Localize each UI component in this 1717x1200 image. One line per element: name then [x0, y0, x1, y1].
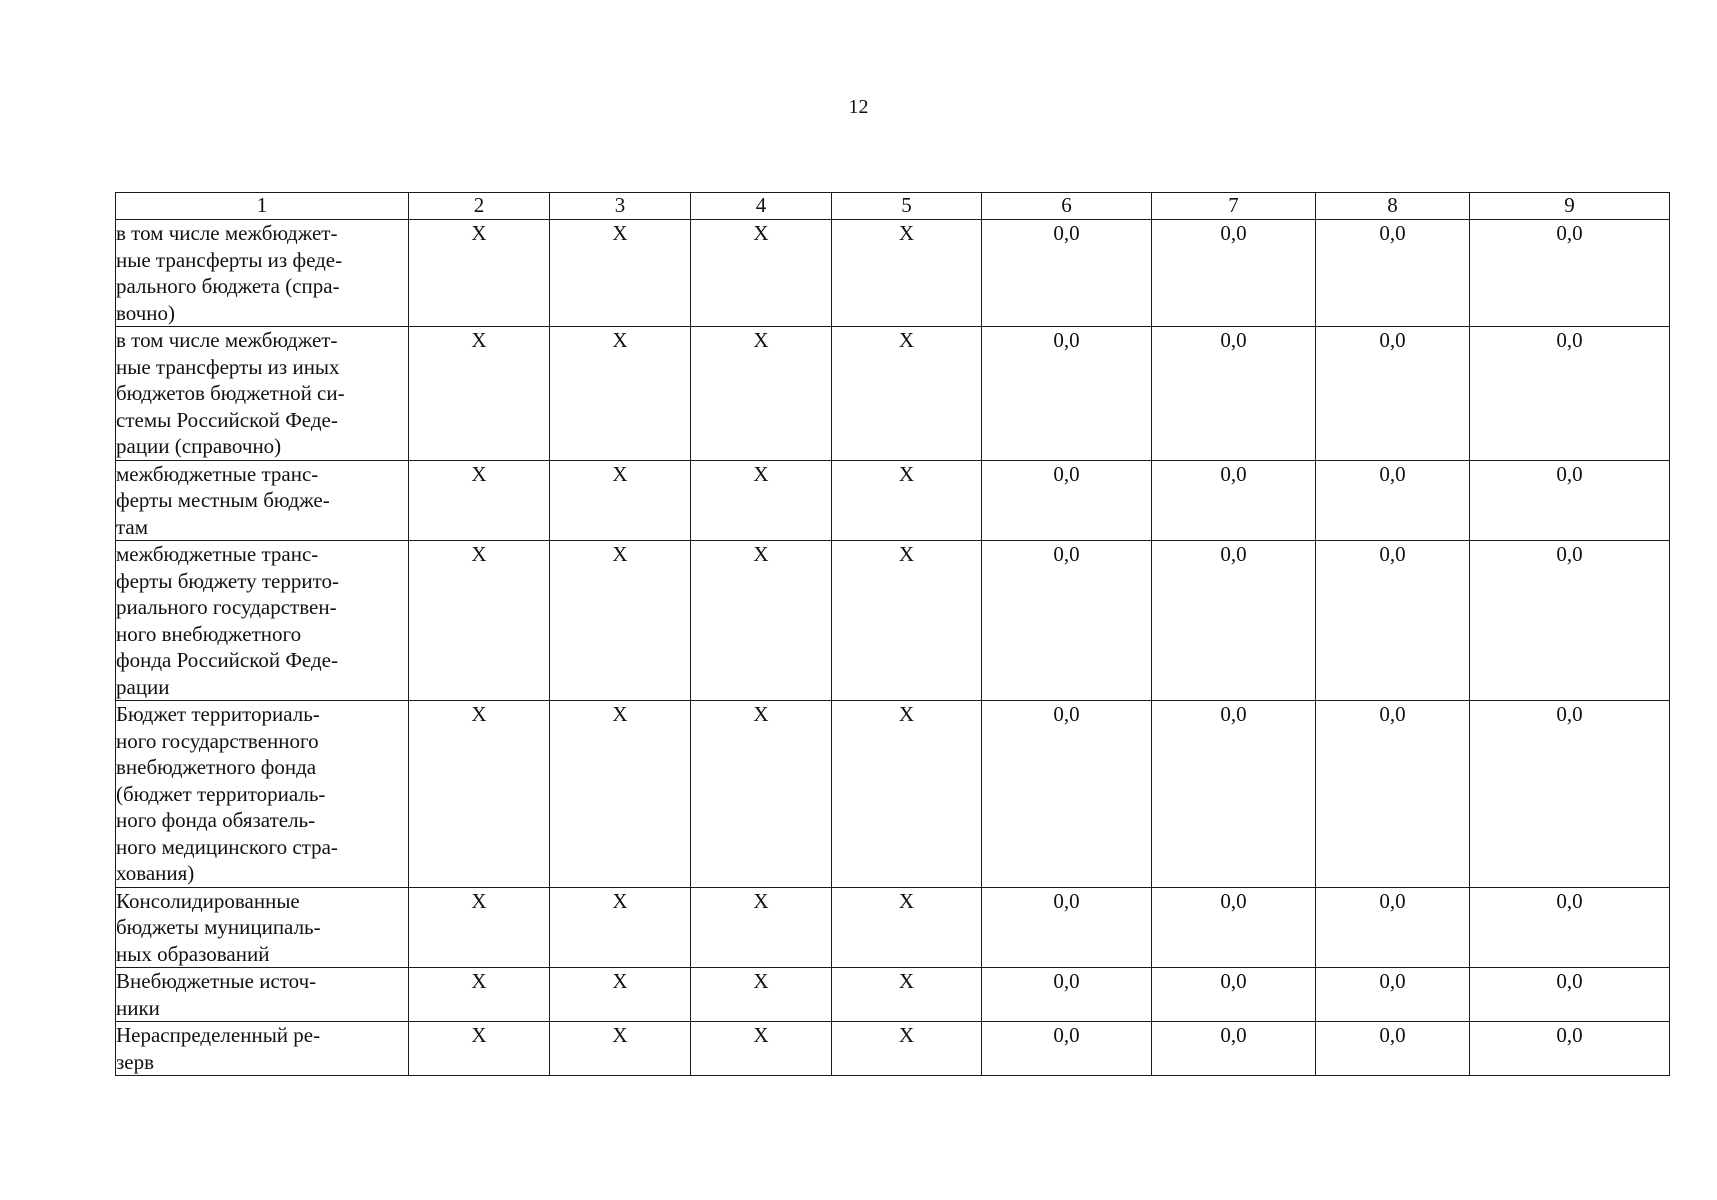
page-number: 12 [848, 96, 869, 118]
value-cell: 0,0 [1152, 327, 1316, 461]
value-cell: 0,0 [1470, 1022, 1670, 1076]
row-label-line: рации [116, 674, 170, 699]
na-mark-cell: X [691, 968, 832, 1022]
row-label-line: бюджеты муниципаль- [116, 915, 321, 939]
na-mark-cell: X [409, 460, 550, 541]
column-header: 3 [550, 193, 691, 220]
value-cell: 0,0 [1152, 541, 1316, 701]
value-cell: 0,0 [1316, 887, 1470, 968]
row-label-line: ного фонда обязатель- [116, 808, 316, 832]
na-mark-cell: X [832, 1022, 982, 1076]
na-mark-cell: X [550, 460, 691, 541]
table-row [116, 1022, 1670, 1076]
row-label-line: в том числе межбюджет- [116, 221, 338, 245]
value-cell: 0,0 [1152, 701, 1316, 888]
na-mark-cell: X [409, 541, 550, 701]
row-label-line: рального бюджета (спра- [116, 274, 340, 298]
row-label [116, 327, 409, 461]
row-label-line: бюджетов бюджетной си- [116, 381, 345, 405]
na-mark-cell: X [550, 887, 691, 968]
row-label-line: ного внебюджетного [116, 621, 302, 646]
value-cell: 0,0 [982, 887, 1152, 968]
table-row [116, 701, 1670, 888]
row-label-line: межбюджетные транс- [116, 461, 319, 486]
row-label [116, 887, 409, 968]
value-cell: 0,0 [1470, 541, 1670, 701]
row-label [116, 968, 409, 1022]
row-label-line: ных образований [116, 941, 270, 966]
na-mark-cell: X [409, 220, 550, 327]
column-header: 7 [1152, 193, 1316, 220]
row-label [116, 220, 409, 327]
row-label [116, 460, 409, 541]
row-label-line: Консолидированные [116, 888, 300, 913]
value-cell: 0,0 [982, 327, 1152, 461]
table-body [116, 220, 1670, 1076]
na-mark-cell: X [550, 327, 691, 461]
value-cell: 0,0 [1470, 701, 1670, 888]
na-mark-cell: X [550, 1022, 691, 1076]
table-row [116, 460, 1670, 541]
row-label-line: ферты бюджету террито- [116, 568, 340, 593]
row-label-line: ники [116, 995, 160, 1020]
column-header: 4 [691, 193, 832, 220]
na-mark-cell: X [832, 701, 982, 888]
value-cell: 0,0 [1470, 887, 1670, 968]
row-label [116, 701, 409, 888]
value-cell: 0,0 [1470, 968, 1670, 1022]
value-cell: 0,0 [1316, 701, 1470, 888]
value-cell: 0,0 [1316, 541, 1470, 701]
value-cell: 0,0 [1152, 887, 1316, 968]
row-label-line: хования) [116, 861, 195, 885]
na-mark-cell: X [832, 968, 982, 1022]
na-mark-cell: X [409, 887, 550, 968]
na-mark-cell: X [550, 220, 691, 327]
row-label [116, 541, 409, 701]
value-cell: 0,0 [982, 1022, 1152, 1076]
na-mark-cell: X [409, 1022, 550, 1076]
column-header: 1 [116, 193, 409, 220]
value-cell: 0,0 [982, 541, 1152, 701]
na-mark-cell: X [409, 701, 550, 888]
column-header: 8 [1316, 193, 1470, 220]
value-cell: 0,0 [1470, 220, 1670, 327]
row-label-line: ные трансферты из феде- [116, 247, 343, 272]
row-label-line: вочно) [116, 300, 176, 325]
row-label-line: (бюджет территориаль- [116, 781, 326, 806]
na-mark-cell: X [691, 701, 832, 888]
na-mark-cell: X [409, 968, 550, 1022]
na-mark-cell: X [691, 220, 832, 327]
na-mark-cell: X [550, 701, 691, 888]
na-mark-cell: X [691, 1022, 832, 1076]
table-row [116, 220, 1670, 327]
na-mark-cell: X [550, 968, 691, 1022]
table-row [116, 968, 1670, 1022]
na-mark-cell: X [691, 541, 832, 701]
value-cell: 0,0 [1152, 460, 1316, 541]
value-cell: 0,0 [1470, 460, 1670, 541]
value-cell: 0,0 [1316, 327, 1470, 461]
row-label-line: ного государственного [116, 728, 319, 753]
value-cell: 0,0 [982, 460, 1152, 541]
na-mark-cell: X [691, 887, 832, 968]
column-header: 2 [409, 193, 550, 220]
value-cell: 0,0 [982, 220, 1152, 327]
na-mark-cell: X [832, 220, 982, 327]
row-label-line: ферты местным бюдже- [116, 488, 330, 512]
row-label-line: межбюджетные транс- [116, 542, 319, 566]
value-cell: 0,0 [1152, 220, 1316, 327]
row-label-line: в том числе межбюджет- [116, 328, 338, 352]
na-mark-cell: X [832, 541, 982, 701]
column-header: 5 [832, 193, 982, 220]
row-label-line: зерв [116, 1049, 155, 1074]
column-header: 9 [1470, 193, 1670, 220]
na-mark-cell: X [832, 327, 982, 461]
row-label-line: фонда Российской Феде- [116, 648, 338, 672]
value-cell: 0,0 [982, 968, 1152, 1022]
row-label [116, 1022, 409, 1076]
value-cell: 0,0 [1470, 327, 1670, 461]
value-cell: 0,0 [1152, 1022, 1316, 1076]
row-label-line: стемы Российской Феде- [116, 407, 338, 432]
row-label-line: Бюджет территориаль- [116, 702, 320, 726]
na-mark-cell: X [409, 327, 550, 461]
row-label-line: ные трансферты из иных [116, 354, 340, 379]
value-cell: 0,0 [982, 701, 1152, 888]
budget-table [115, 192, 1670, 1076]
row-label-line: внебюджетного фонда [116, 755, 317, 779]
value-cell: 0,0 [1316, 968, 1470, 1022]
column-header: 6 [982, 193, 1152, 220]
table-row [116, 327, 1670, 461]
value-cell: 0,0 [1316, 460, 1470, 541]
na-mark-cell: X [691, 327, 832, 461]
na-mark-cell: X [832, 887, 982, 968]
na-mark-cell: X [691, 460, 832, 541]
row-label-line: рации (справочно) [116, 434, 282, 458]
na-mark-cell: X [832, 460, 982, 541]
row-label-line: Нераспределенный ре- [116, 1023, 321, 1047]
row-label-line: риального государствен- [116, 595, 337, 619]
value-cell: 0,0 [1316, 220, 1470, 327]
column-number-row [116, 193, 1670, 220]
value-cell: 0,0 [1152, 968, 1316, 1022]
value-cell: 0,0 [1316, 1022, 1470, 1076]
row-label-line: Внебюджетные источ- [116, 969, 317, 993]
row-label-line: там [116, 514, 149, 539]
row-label-line: ного медицинского стра- [116, 834, 338, 859]
na-mark-cell: X [550, 541, 691, 701]
table-row [116, 541, 1670, 701]
table-row [116, 887, 1670, 968]
